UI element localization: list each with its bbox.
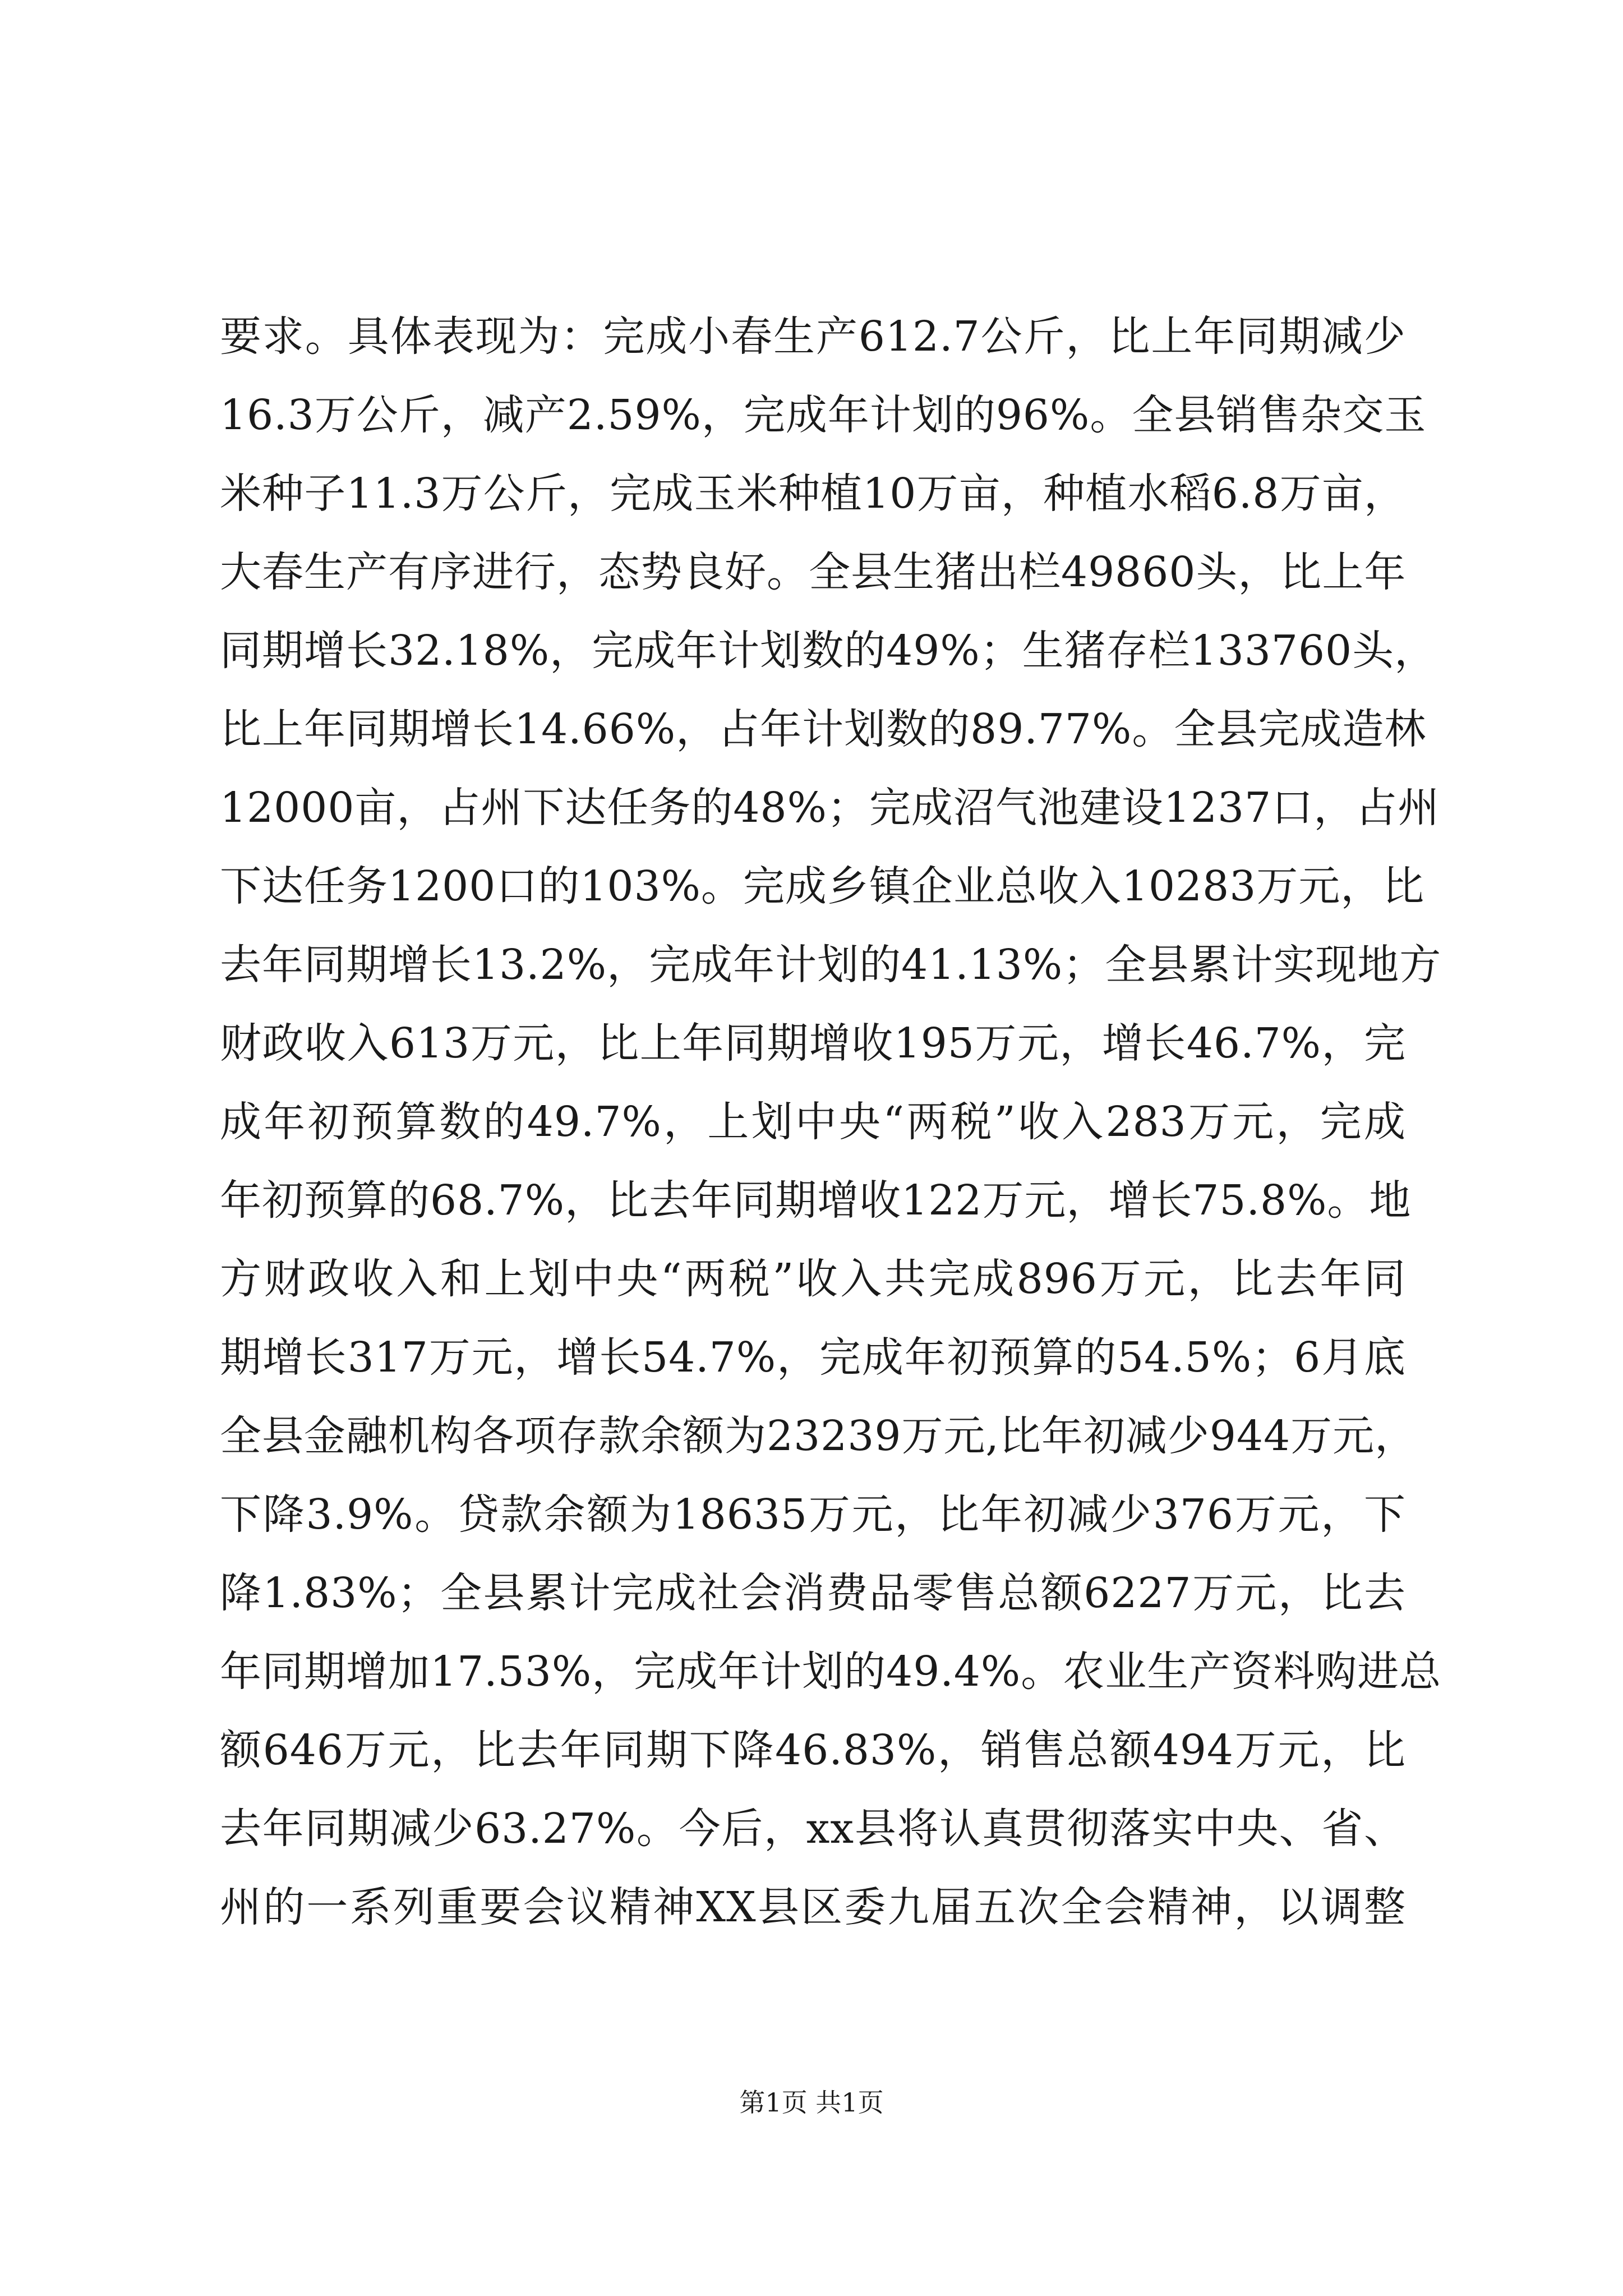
text-line: 降1.83%；全县累计完成社会消费品零售总额6227万元，比去 xyxy=(220,1569,1406,1617)
text-line: 12000亩，占州下达任务的48%；完成沼气池建设1237口，占州 xyxy=(220,784,1440,832)
text-line: 下降3.9%。贷款余额为18635万元，比年初减少376万元，下 xyxy=(220,1490,1406,1539)
page-footer xyxy=(0,2086,1623,2119)
text-line: 比上年同期增长14.66%，占年计划数的89.77%。全县完成造林 xyxy=(220,705,1427,753)
text-line: 全县金融机构各项存款余额为23239万元,比年初减少944万元， xyxy=(220,1412,1417,1460)
page-number-label: 第1页 共1页 xyxy=(739,2087,884,2118)
text-line: 财政收入613万元，比上年同期增收195万元，增长46.7%，完 xyxy=(220,1019,1406,1068)
text-line: 年同期增加17.53%，完成年计划的49.4%。农业生产资料购进总 xyxy=(220,1648,1442,1696)
text-line: 去年同期减少63.27%。今后，xx县将认真贯彻落实中央、省、 xyxy=(220,1805,1406,1853)
text-line: 期增长317万元，增长54.7%，完成年初预算的54.5%；6月底 xyxy=(220,1333,1406,1382)
text-line: 16.3万公斤，减产2.59%，完成年计划的96%。全县销售杂交玉 xyxy=(220,391,1427,439)
text-line: 去年同期增长13.2%，完成年计划的41.13%；全县累计实现地方 xyxy=(220,941,1442,989)
body-text xyxy=(220,297,1442,1947)
text-line: 米种子11.3万公斤，完成玉米种植10万亩，种植水稻6.8万亩， xyxy=(220,470,1407,518)
text-line: 下达任务1200口的103%。完成乡镇企业总收入10283万元，比 xyxy=(220,862,1425,910)
text-line: 大春生产有序进行，态势良好。全县生猪出栏49860头，比上年 xyxy=(220,548,1407,596)
text-line: 州的一系列重要会议精神XX县区委九届五次全会精神，以调整 xyxy=(220,1883,1406,1931)
text-line: 同期增长32.18%，完成年计划数的49%；生猪存栏133760头， xyxy=(220,627,1437,675)
text-line: 方财政收入和上划中央“两税”收入共完成896万元，比去年同 xyxy=(220,1255,1406,1303)
text-line: 年初预算的68.7%，比去年同期增收122万元，增长75.8%。地 xyxy=(220,1176,1412,1225)
text-line: 要求。具体表现为：完成小春生产612.7公斤，比上年同期减少 xyxy=(220,312,1406,361)
text-line: 额646万元，比去年同期下降46.83%，销售总额494万元，比 xyxy=(220,1726,1406,1774)
text-line: 成年初预算数的49.7%，上划中央“两税”收入283万元，完成 xyxy=(220,1098,1406,1146)
